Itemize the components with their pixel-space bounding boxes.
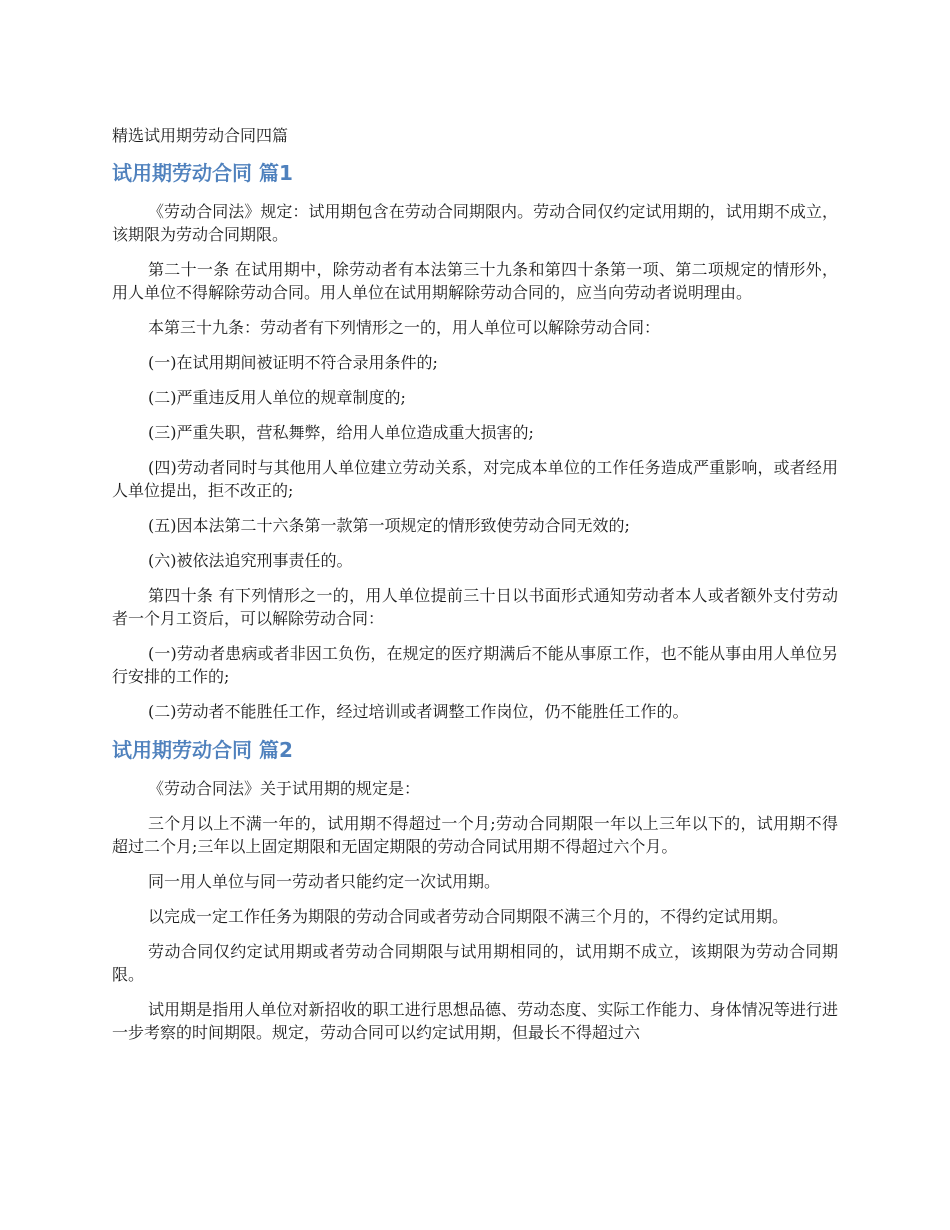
section-2 bbox=[112, 735, 838, 1044]
paragraph: 试用期是指用人单位对新招收的职工进行思想品德、劳动态度、实际工作能力、身体情况等进行进一步考察的时间期限。规定，劳动合同可以约定试用期，但最长不得超过六 bbox=[112, 1000, 838, 1042]
paragraph: 劳动合同仅约定试用期或者劳动合同期限与试用期相同的，试用期不成立，该期限为劳动合同期限。 bbox=[112, 942, 838, 984]
section-heading: 试用期劳动合同 篇1 bbox=[112, 161, 293, 185]
section-1 bbox=[112, 158, 838, 723]
document-title: 精选试用期劳动合同四篇 bbox=[112, 126, 289, 145]
paragraph: 《劳动合同法》规定：试用期包含在劳动合同期限内。劳动合同仅约定试用期的，试用期不成立，该期限为劳动合同期限。 bbox=[112, 202, 838, 244]
paragraph: 《劳动合同法》关于试用期的规定是： bbox=[148, 779, 421, 798]
list-item: (一)在试用期间被证明不符合录用条件的; bbox=[148, 353, 438, 372]
paragraph: 本第三十九条：劳动者有下列情形之一的，用人单位可以解除劳动合同： bbox=[148, 318, 661, 337]
list-item: (六)被依法追究刑事责任的。 bbox=[148, 551, 353, 570]
paragraph: 第二十一条 在试用期中，除劳动者有本法第三十九条和第四十条第一项、第二项规定的情形外，用人单位不得解除劳动合同。用人单位在试用期解除劳动合同的，应当向劳动者说明理由。 bbox=[112, 260, 838, 302]
list-item: (二)劳动者不能胜任工作，经过培训或者调整工作岗位，仍不能胜任工作的。 bbox=[148, 702, 689, 721]
list-item: (一)劳动者患病或者非因工负伤，在规定的医疗期满后不能从事原工作，也不能从事由用人单位另行安排的工作的; bbox=[112, 644, 838, 686]
paragraph: 第四十条 有下列情形之一的，用人单位提前三十日以书面形式通知劳动者本人或者额外支付劳动者一个月工资后，可以解除劳动合同： bbox=[112, 586, 838, 628]
list-item: (五)因本法第二十六条第一款第一项规定的情形致使劳动合同无效的; bbox=[148, 516, 630, 535]
paragraph: 同一用人单位与同一劳动者只能约定一次试用期。 bbox=[148, 872, 501, 891]
paragraph: 三个月以上不满一年的，试用期不得超过一个月;劳动合同期限一年以上三年以下的，试用期不得超过二个月;三年以上固定期限和无固定期限的劳动合同试用期不得超过六个月。 bbox=[112, 814, 838, 856]
paragraph: 以完成一定工作任务为期限的劳动合同或者劳动合同期限不满三个月的，不得约定试用期。 bbox=[148, 907, 789, 926]
list-item: (三)严重失职，营私舞弊，给用人单位造成重大损害的; bbox=[148, 423, 534, 442]
section-heading: 试用期劳动合同 篇2 bbox=[112, 738, 293, 762]
list-item: (四)劳动者同时与其他用人单位建立劳动关系，对完成本单位的工作任务造成严重影响，或者经用人单位提出，拒不改正的; bbox=[112, 458, 838, 500]
list-item: (二)严重违反用人单位的规章制度的; bbox=[148, 388, 406, 407]
